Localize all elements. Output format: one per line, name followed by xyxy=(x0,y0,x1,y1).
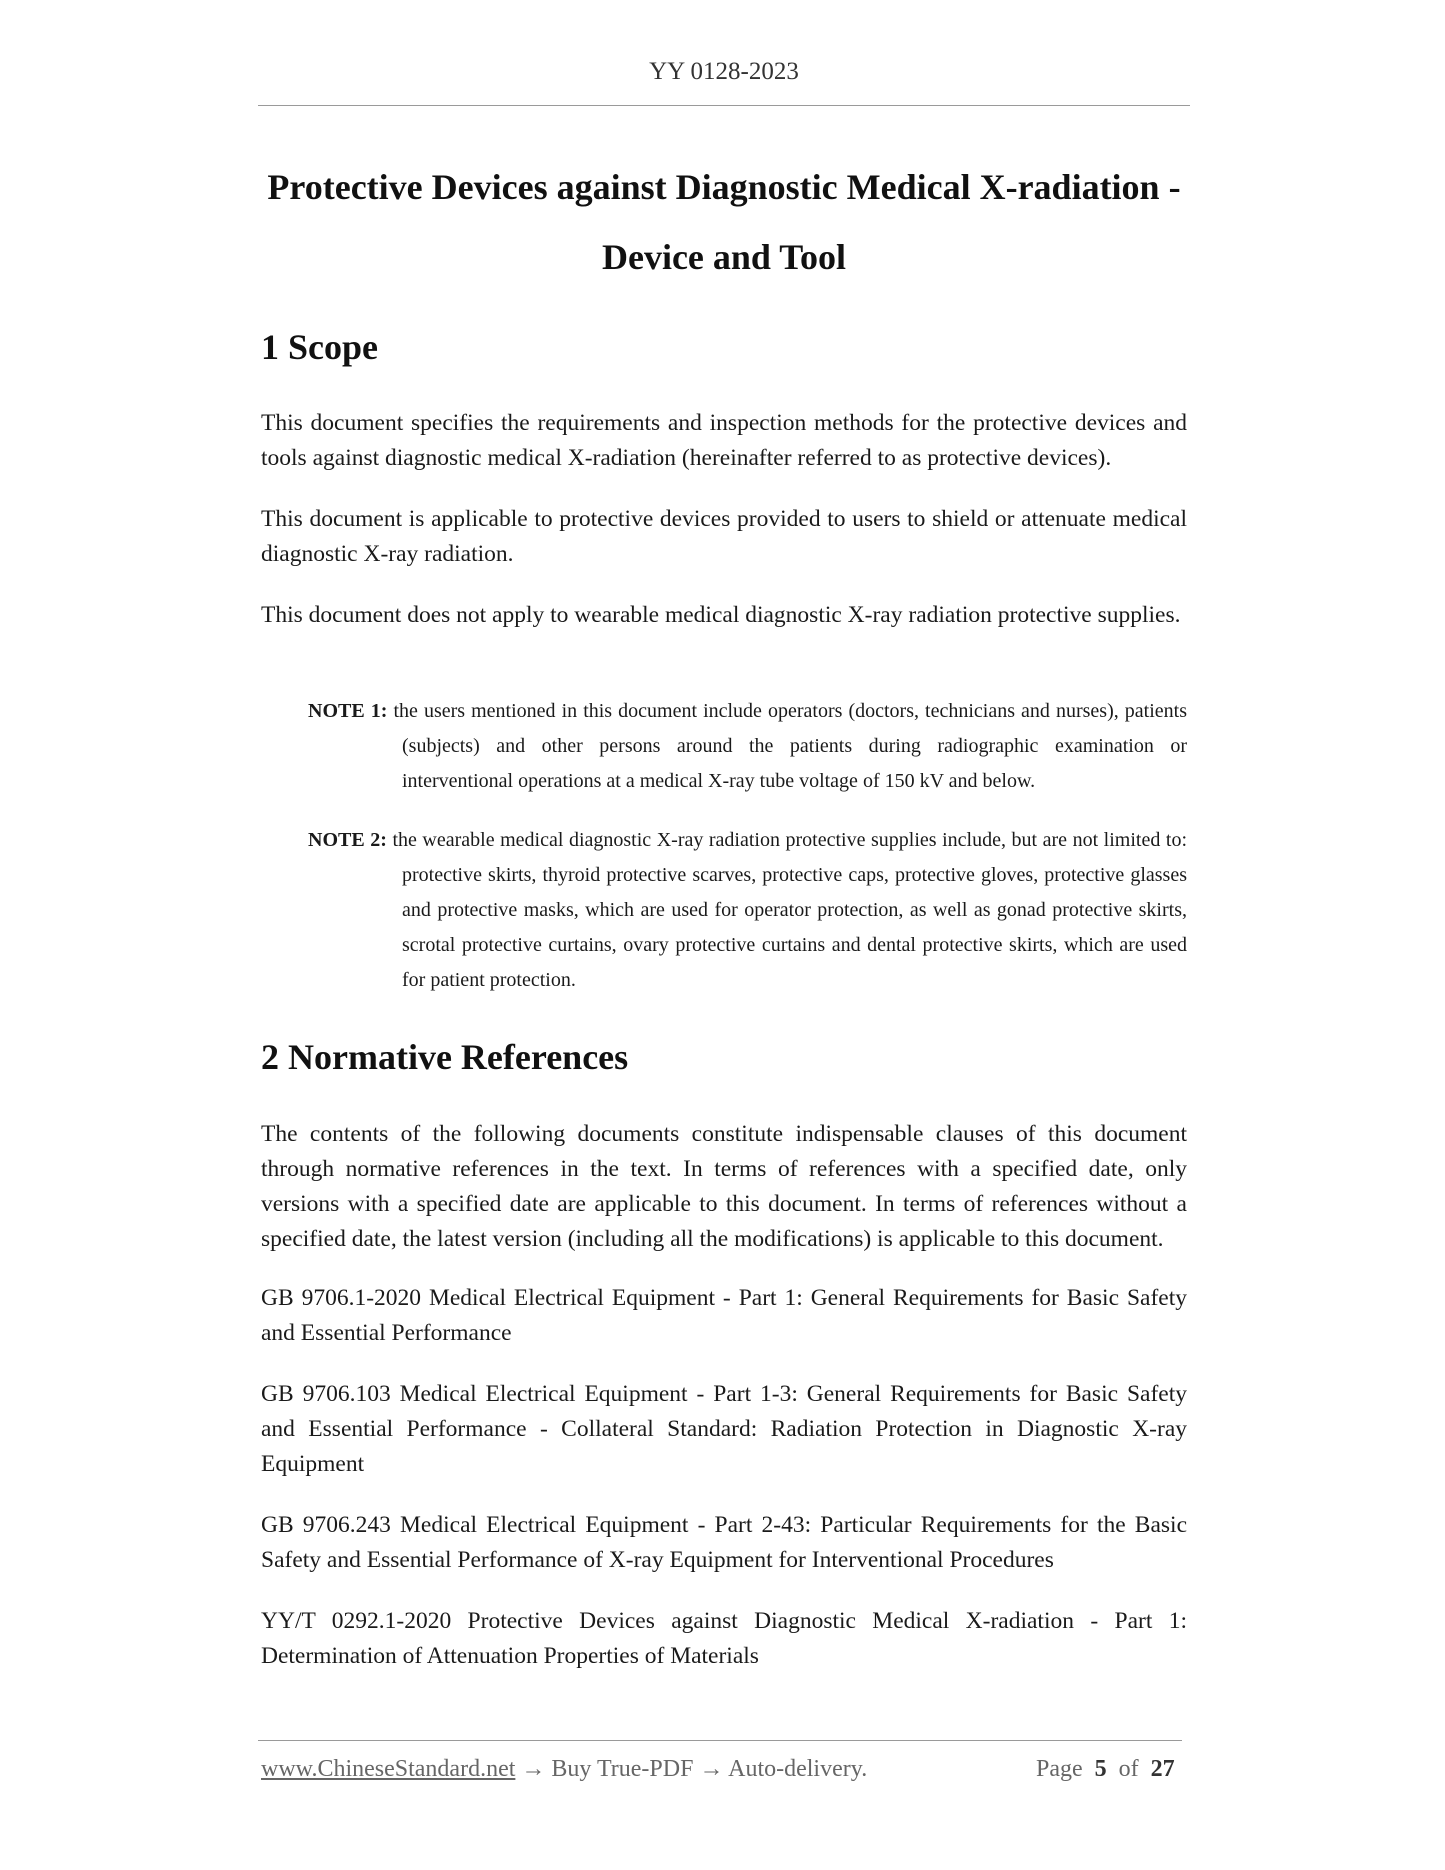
page-word: Page xyxy=(1036,1756,1083,1782)
note-2 xyxy=(308,823,1187,998)
page-indicator xyxy=(1036,1756,1175,1783)
reference-item: GB 9706.243 Medical Electrical Equipment - Part 2-43: Particular Requirements for the Basic Safety and Essential Performance of X-ray Equipment for Interventional Procedures xyxy=(261,1512,1187,1573)
site-link[interactable]: www.ChineseStandard.net xyxy=(261,1756,516,1782)
document-title xyxy=(258,152,1190,292)
note-text: the users mentioned in this document include operators (doctors, technicians and nurses), patients (subjects) and other persons around the patients during radiographic examination or interventional operations at a medical X-ray tube voltage of 150 kV and below. xyxy=(393,700,1188,792)
note-text: the wearable medical diagnostic X-ray radiation protective supplies include, but are not limited to: protective skirts, thyroid protective scarves, protective caps, protective gloves, protective glasses and protective masks, which are used for operator protection, as well as gonad protective skirts, scrotal protective curtains, ovary protective curtains and dental protective skirts, which are used for patient protection. xyxy=(392,829,1187,991)
footer-promo xyxy=(261,1756,867,1783)
footer-promo-text: → Buy True-PDF → Auto-delivery. xyxy=(515,1756,868,1782)
note-label: NOTE 2: xyxy=(308,829,387,851)
running-header: YY 0128-2023 xyxy=(649,58,799,85)
reference-item: GB 9706.103 Medical Electrical Equipment - Part 1-3: General Requirements for Basic Safety and Essential Performance - Collateral Standard: Radiation Protection in Diagnostic X-ray Equipment xyxy=(261,1381,1187,1477)
scope-paragraph: This document does not apply to wearable medical diagnostic X-ray radiation protective supplies. xyxy=(261,602,1181,628)
of-word: of xyxy=(1118,1756,1139,1782)
scope-paragraph: This document is applicable to protective devices provided to users to shield or attenuate medical diagnostic X-ray radiation. xyxy=(261,506,1187,567)
total-pages-number: 27 xyxy=(1150,1756,1175,1782)
section-heading-scope: 1 Scope xyxy=(261,327,378,367)
note-label: NOTE 1: xyxy=(308,700,388,722)
document-title-line-2: Device and Tool xyxy=(601,237,847,277)
current-page-number: 5 xyxy=(1094,1756,1107,1782)
header-divider xyxy=(258,105,1190,106)
note-1 xyxy=(308,694,1187,799)
reference-item: GB 9706.1-2020 Medical Electrical Equipment - Part 1: General Requirements for Basic Safety and Essential Performance xyxy=(261,1285,1187,1346)
scope-paragraph: This document specifies the requirements and inspection methods for the protective devices and tools against diagnostic medical X-radiation (hereinafter referred to as protective devices). xyxy=(261,410,1187,471)
document-title-line-1: Protective Devices against Diagnostic Medical X-radiation - xyxy=(267,167,1181,207)
section-heading-normative-references: 2 Normative References xyxy=(261,1037,629,1077)
reference-item: YY/T 0292.1-2020 Protective Devices against Diagnostic Medical X-radiation - Part 1: Determination of Attenuation Properties of Materials xyxy=(261,1608,1187,1669)
footer-divider xyxy=(258,1740,1182,1741)
references-intro-paragraph: The contents of the following documents constitute indispensable clauses of this document through normative references in the text. In terms of references with a specified date, only versions with a specified date are applicable to this document. In terms of references without a specified date, the latest version (including all the modifications) is applicable to this document. xyxy=(261,1121,1187,1252)
